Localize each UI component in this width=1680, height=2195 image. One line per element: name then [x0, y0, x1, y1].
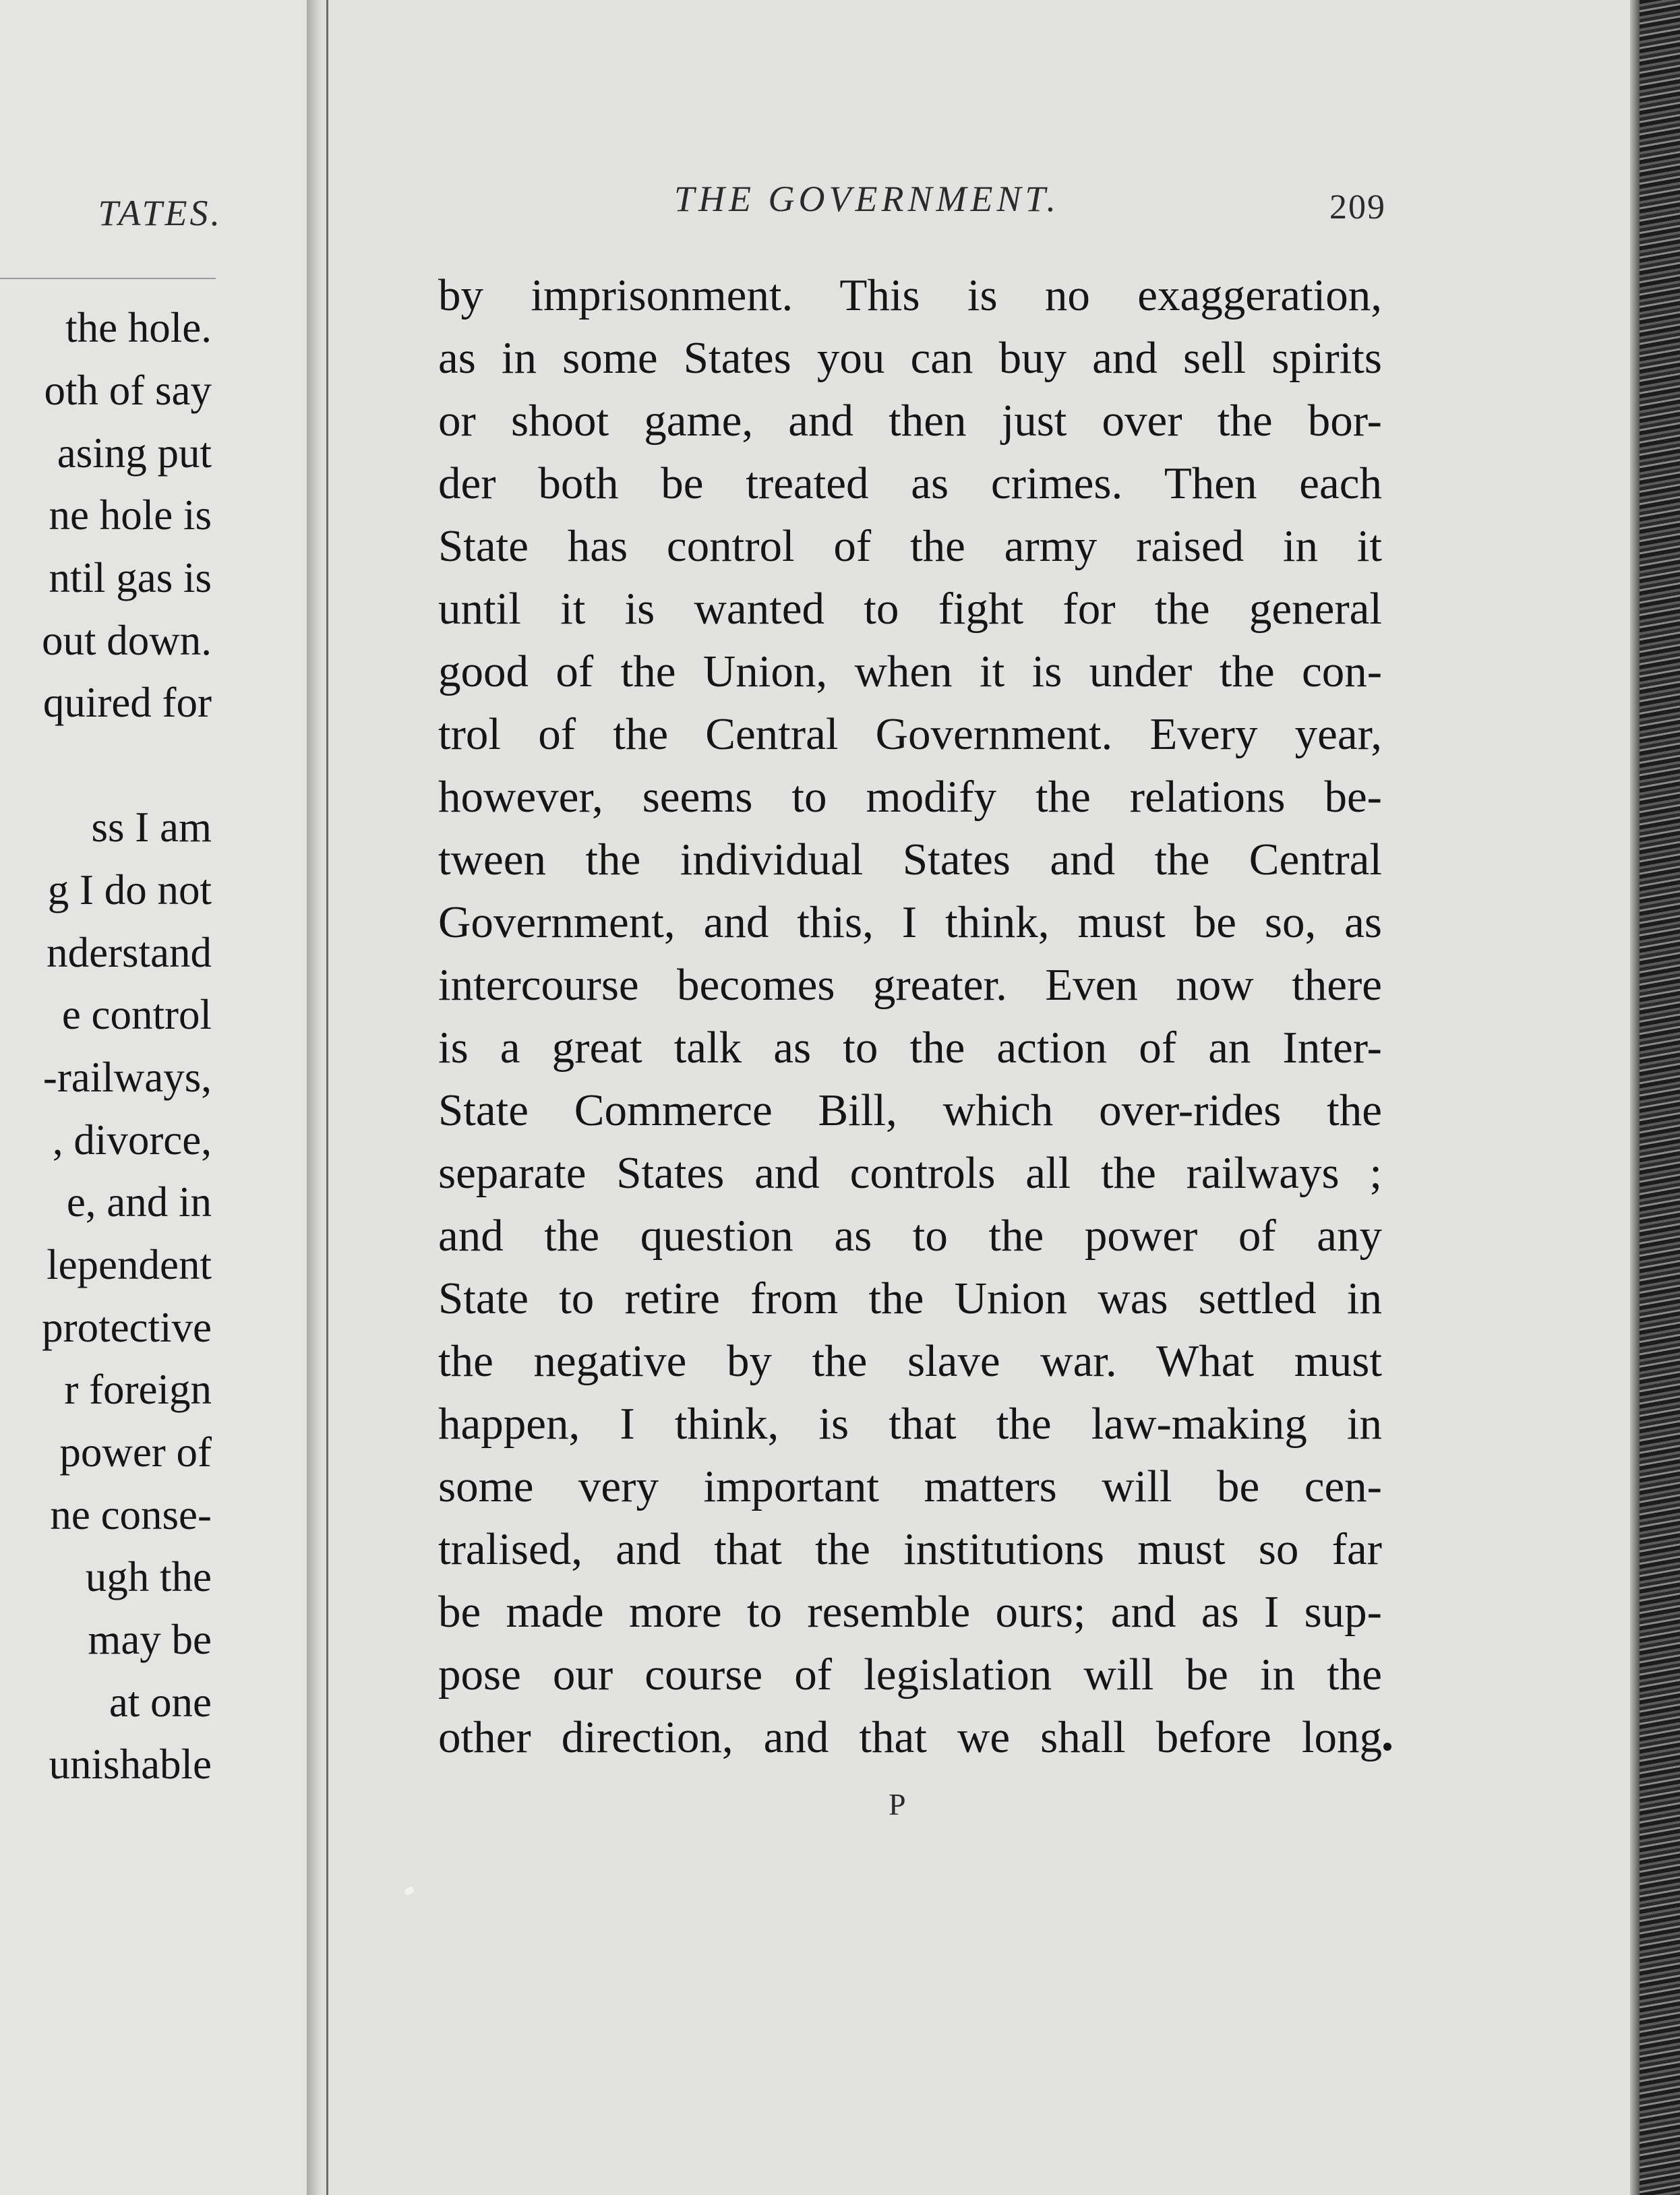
body-text-line: State Commerce Bill, which over-rides the	[438, 1085, 1382, 1135]
left-text-line: r foreign	[64, 1366, 212, 1413]
body-text-line: happen, I think, is that the law-making in	[438, 1399, 1382, 1449]
body-text-line: pose our course of legislation will be in the	[438, 1650, 1382, 1700]
left-text-line: lependent	[47, 1241, 212, 1288]
body-text-line: tween the individual States and the Central	[438, 835, 1382, 884]
left-text-line: ugh the	[85, 1553, 212, 1600]
left-text-line: protective	[42, 1304, 212, 1351]
left-text-line: at one	[109, 1679, 212, 1726]
left-text-line: ss I am	[91, 804, 212, 851]
left-text-line: oth of say	[44, 367, 212, 414]
body-text-line: until it is wanted to fight for the general	[438, 584, 1382, 634]
body-text-line: the negative by the slave war. What must	[438, 1336, 1382, 1386]
body-text-line: tralised, and that the institutions must so far	[438, 1524, 1382, 1574]
body-text-line: however, seems to modify the relations be-	[438, 772, 1382, 822]
left-text-line: quired for	[42, 679, 212, 726]
marbled-edge	[1640, 0, 1680, 2195]
body-text-line: intercourse becomes greater. Even now there	[438, 960, 1382, 1010]
body-text-line: Government, and this, I think, must be so, as	[438, 897, 1382, 947]
left-text-line: ne conse-	[50, 1491, 212, 1538]
body-text-line: and the question as to the power of any	[438, 1211, 1382, 1261]
body-text-line: good of the Union, when it is under the con-	[438, 647, 1382, 696]
body-text-line: separate States and controls all the railways ;	[438, 1148, 1382, 1198]
left-text-line: may be	[88, 1616, 212, 1663]
left-text-line: -railways,	[42, 1054, 212, 1101]
body-text-line: some very important matters will be cen-	[438, 1462, 1382, 1511]
left-text-line: e control	[61, 991, 212, 1038]
left-text-line: g I do not	[47, 866, 212, 913]
left-text-line: , divorce,	[52, 1116, 212, 1164]
left-text-line: power of	[59, 1429, 212, 1476]
left-text-line: nderstand	[47, 929, 212, 976]
left-text-line: e, and in	[66, 1178, 212, 1226]
left-text-line: ne hole is	[49, 491, 212, 539]
body-text-line: State has control of the army raised in it	[438, 521, 1382, 571]
left-text-line: ntil gas is	[49, 554, 212, 601]
left-text-line: the hole.	[65, 304, 212, 351]
body-text-line: or shoot game, and then just over the bor-	[438, 396, 1382, 446]
body-text-line: trol of the Central Government. Every year,	[438, 709, 1382, 759]
body-text-line: is a great talk as to the action of an Inter-	[438, 1023, 1382, 1073]
running-head: THE GOVERNMENT.	[674, 179, 1060, 219]
body-text-line: State to retire from the Union was settled in	[438, 1273, 1382, 1323]
left-header-rule	[0, 278, 216, 279]
left-text-line: asing put	[57, 429, 212, 477]
left-text-line: out down.	[42, 617, 212, 664]
gutter-shadow	[307, 0, 327, 2195]
ink-dot	[1383, 1743, 1391, 1751]
left-running-head: TATES.	[98, 193, 222, 233]
signature-mark: P	[889, 1787, 906, 1822]
left-page	[0, 0, 307, 2195]
page-number: 209	[1329, 188, 1386, 227]
body-text-line: other direction, and that we shall before long	[438, 1712, 1382, 1762]
body-text-line: der both be treated as crimes. Then each	[438, 458, 1382, 508]
body-text-line: by imprisonment. This is no exaggeration,	[438, 270, 1382, 320]
body-text-line: be made more to resemble ours; and as I sup-	[438, 1587, 1382, 1637]
body-text-line: as in some States you can buy and sell spirits	[438, 333, 1382, 383]
left-text-line: unishable	[49, 1741, 212, 1788]
